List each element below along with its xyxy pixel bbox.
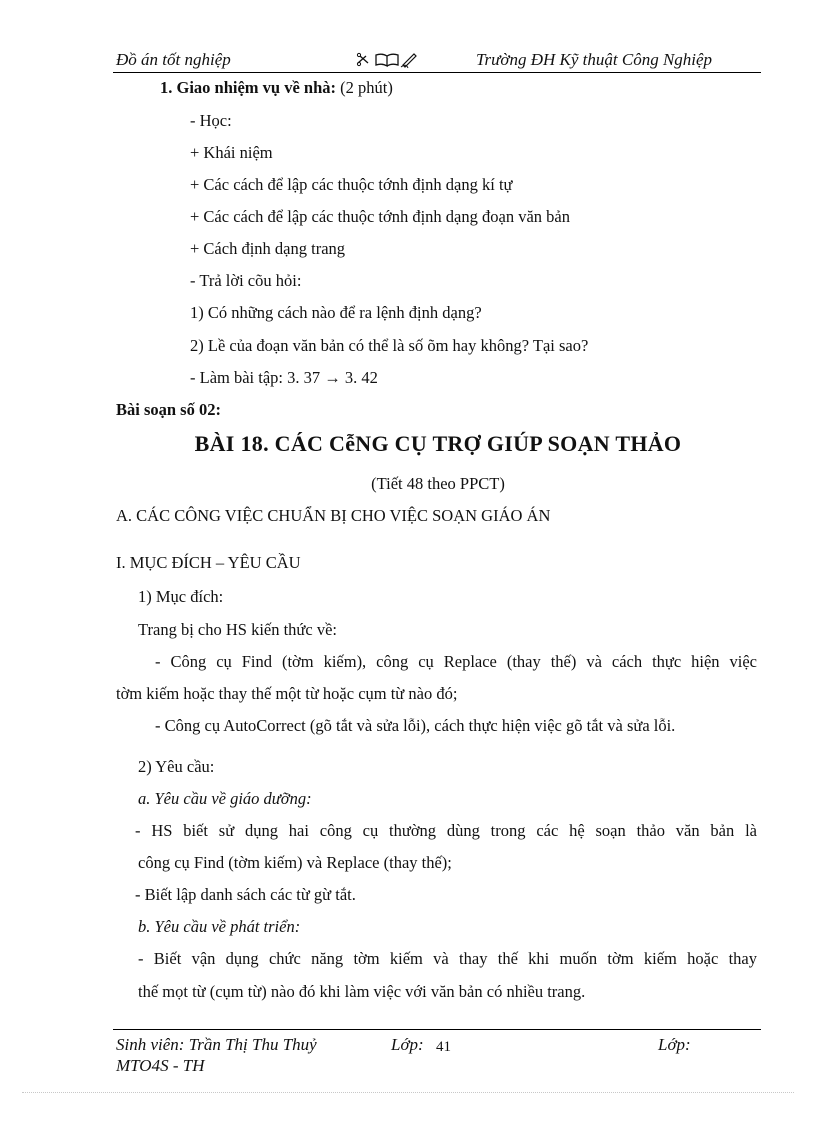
part-a-heading: A. CÁC CÔNG VIỆC CHUẨN BỊ CHO VIỆC SOẠN GIÁO ÁN bbox=[116, 506, 551, 525]
paragraph-autocorrect: - Công cụ AutoCorrect (gõ tắt và sửa lỗi), cách thực hiện việc gõ tắt và sửa lỗi. bbox=[155, 716, 676, 735]
header-ornament-icon bbox=[356, 51, 418, 74]
muc-dich-heading: 1) Mục đích: bbox=[138, 587, 224, 606]
exercise-line: - Làm bài tập: 3. 37 → 3. 42 bbox=[190, 368, 378, 387]
tra-loi-label: - Trả lời cõu hỏi: bbox=[190, 271, 302, 290]
hoc-label: - Học: bbox=[190, 111, 232, 130]
phat-trien-line1: - Biết vận dụng chức năng tờm kiếm và thay thế khi muốn tờm kiếm hoặc thay bbox=[138, 949, 757, 968]
page-number: 41 bbox=[436, 1039, 451, 1055]
list-item: + Các cách để lập các thuộc tớnh định dạng đoạn văn bản bbox=[190, 207, 570, 226]
lesson-subtitle: (Tiết 48 theo PPCT) bbox=[371, 474, 505, 493]
phat-trien-heading: b. Yêu cầu về phát triển: bbox=[138, 917, 301, 936]
footer-student: Sinh viên: Trần Thị Thu Thuỷ bbox=[116, 1035, 317, 1054]
part-i-heading: I. MỤC ĐÍCH – YÊU CẦU bbox=[116, 553, 301, 572]
paragraph-find-line1: - Công cụ Find (tờm kiếm), công cụ Replace (thay thế) và cách thực hiện việc bbox=[155, 652, 757, 671]
page-bottom-divider bbox=[22, 1092, 794, 1093]
giao-duong-heading: a. Yêu cầu về giáo dưỡng: bbox=[138, 789, 312, 808]
question-2: 2) Lề của đoạn văn bản có thể là số õm hay không? Tại sao? bbox=[190, 336, 589, 355]
header-rule bbox=[113, 72, 761, 73]
homework-heading bbox=[160, 78, 393, 98]
paragraph-find-line2: tờm kiếm hoặc thay thế một từ hoặc cụm từ nào đó; bbox=[116, 684, 458, 703]
giao-duong-item1-line2: công cụ Find (tờm kiếm) và Replace (thay thế); bbox=[138, 853, 452, 872]
footer-class-code: MTO4S - TH bbox=[116, 1056, 205, 1075]
list-item: + Các cách để lập các thuộc tớnh định dạng kí tự bbox=[190, 175, 513, 194]
lesson-label: Bài soạn số 02: bbox=[116, 400, 221, 419]
giao-duong-item1-line1: - HS biết sử dụng hai công cụ thường dùng trong các hệ soạn thảo văn bản là bbox=[135, 821, 757, 840]
book-ornament-icon bbox=[356, 51, 418, 69]
homework-heading-label: 1. Giao nhiệm vụ về nhà: bbox=[160, 78, 337, 97]
homework-heading-time: (2 phút) bbox=[336, 78, 393, 97]
list-item: + Khái niệm bbox=[190, 143, 273, 162]
phat-trien-line2: thế mọt từ (cụm từ) nào đó khi làm việc với văn bản có nhiều trang. bbox=[138, 982, 586, 1001]
footer-class-label-2: Lớp: bbox=[658, 1035, 691, 1054]
question-1: 1) Có những cách nào để ra lệnh định dạng? bbox=[190, 303, 482, 322]
trang-bi-line: Trang bị cho HS kiến thức về: bbox=[138, 620, 337, 639]
header-left: Đồ án tốt nghiệp bbox=[116, 50, 231, 69]
list-item: + Cách định dạng trang bbox=[190, 239, 346, 258]
giao-duong-item2: - Biết lập danh sách các từ gừ tắt. bbox=[135, 885, 356, 904]
footer-rule bbox=[113, 1029, 761, 1030]
footer-class-label-1: Lớp: bbox=[391, 1035, 424, 1054]
header-right: Trường ĐH Kỹ thuật Công Nghiệp bbox=[476, 50, 713, 69]
lesson-title: BÀI 18. CÁC CễNG CỤ TRỢ GIÚP SOẠN THẢO bbox=[194, 431, 682, 456]
yeu-cau-heading: 2) Yêu cầu: bbox=[138, 757, 215, 776]
